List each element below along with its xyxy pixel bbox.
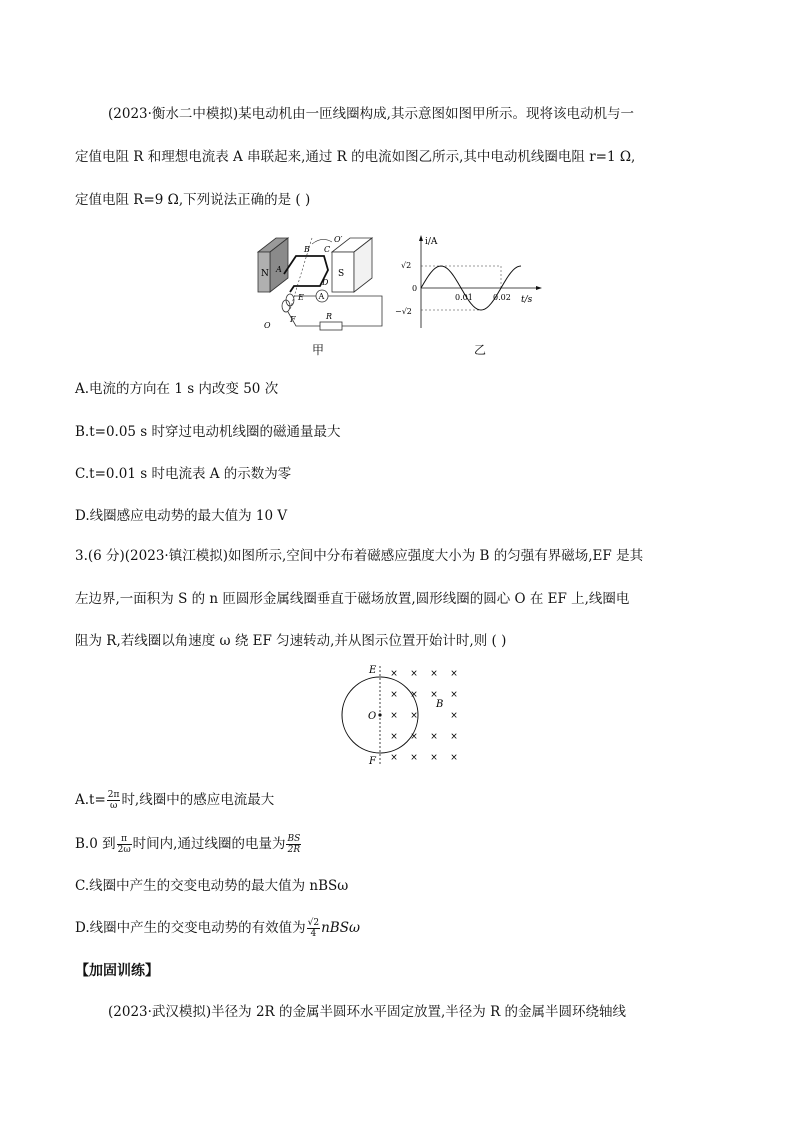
field-cross: × — [390, 669, 398, 679]
field-cross: × — [450, 711, 458, 721]
origin-label: 0 — [412, 284, 418, 293]
field-cross: × — [430, 690, 438, 700]
label-B: B — [436, 699, 444, 710]
q2-text-line1: (2023·衡水二中模拟)某电动机由一匝线圈构成,其示意图如图甲所示。现将该电动机与一 — [108, 106, 634, 122]
y-axis-label: i/A — [425, 237, 438, 247]
current-time-graph — [395, 232, 545, 332]
q3-text-line3: 阻为 R,若线圈以角速度 ω 绕 EF 匀速转动,并从图示位置开始计时,则 ( ) — [75, 633, 507, 649]
label-O-prime: O′ — [334, 235, 343, 244]
label-F: F — [369, 756, 376, 767]
q4-text-line1: (2023·武汉模拟)半径为 2R 的金属半圆环水平固定放置,半径为 R 的金属半圆环绕轴线 — [108, 1004, 627, 1020]
label-B: B — [304, 245, 310, 254]
label-A: A — [276, 265, 282, 274]
field-cross: × — [410, 711, 418, 721]
field-cross: × — [430, 669, 438, 679]
q2-text-line2: 定值电阻 R 和理想电流表 A 串联起来,通过 R 的电流如图乙所示,其中电动机线圈电阻 r=1 Ω, — [75, 149, 636, 165]
field-cross: × — [390, 732, 398, 742]
field-cross: × — [450, 732, 458, 742]
q2-option-d: D.线圈感应电动势的最大值为 10 V — [75, 508, 288, 524]
field-cross: × — [390, 753, 398, 763]
label-C: C — [324, 245, 331, 254]
q2-option-a: A.电流的方向在 1 s 内改变 50 次 — [75, 381, 279, 397]
field-cross: × — [410, 753, 418, 763]
q2-text-line3: 定值电阻 R=9 Ω,下列说法正确的是 ( ) — [75, 192, 311, 208]
field-cross: × — [410, 669, 418, 679]
q3-option-c: C.线圈中产生的交变电动势的最大值为 nBSω — [75, 878, 349, 894]
y-tick-pos: √2 — [401, 261, 412, 270]
q2-option-c: C.t=0.01 s 时电流表 A 的示数为零 — [75, 466, 292, 482]
field-cross: × — [410, 732, 418, 742]
field-cross: × — [450, 690, 458, 700]
resistor-label: R — [326, 312, 333, 321]
field-cross: × — [430, 753, 438, 763]
field-cross: × — [410, 690, 418, 700]
figure-jia-caption: 甲 — [312, 343, 325, 357]
motor-diagram-figure — [250, 230, 390, 340]
ammeter-label: A — [318, 292, 325, 301]
x-tick-1: 0.01 — [455, 293, 473, 302]
label-O: O — [264, 321, 271, 330]
q3-option-d: D.线圈中产生的交变电动势的有效值为 $\frac{√2}{4}$ nBSω — [75, 918, 360, 939]
label-F: F — [290, 315, 296, 324]
x-axis-label: t/s — [521, 295, 533, 305]
label-N: N — [261, 269, 269, 279]
field-cross: × — [450, 669, 458, 679]
label-D: D — [322, 278, 329, 287]
field-cross: × — [430, 732, 438, 742]
figure-yi-caption: 乙 — [474, 343, 487, 357]
label-O: O — [368, 711, 377, 722]
label-E: E — [369, 665, 377, 676]
label-E: E — [298, 293, 304, 302]
field-cross: × — [390, 690, 398, 700]
label-S: S — [338, 269, 345, 279]
q2-option-b: B.t=0.05 s 时穿过电动机线圈的磁通量最大 — [75, 424, 341, 440]
q3-option-a: A.t= $\frac{2\pi}{\omega}$ 时,线圈中的感应电流最大 — [75, 790, 275, 811]
q3-option-b: B.0 到 $\frac{\pi}{2\omega}$ 时间内,通过线圈的电量为 $\frac{BS}{2R}$ — [75, 834, 301, 855]
q3-text-line2: 左边界,一面积为 S 的 n 匝圆形金属线圈垂直于磁场放置,圆形线圈的圆心 O 在 EF 上,线圈电 — [75, 591, 630, 607]
q3-text-line1: 3.(6 分)(2023·镇江模拟)如图所示,空间中分布着磁感应强度大小为 B 的匀强有界磁场,EF 是其 — [75, 548, 644, 564]
field-cross: × — [450, 753, 458, 763]
x-tick-2: 0.02 — [493, 293, 511, 302]
magnetic-field-coil-figure — [336, 660, 476, 770]
y-tick-neg: −√2 — [395, 307, 412, 316]
section-title: 【加固训练】 — [75, 963, 159, 979]
field-cross: × — [390, 711, 398, 721]
